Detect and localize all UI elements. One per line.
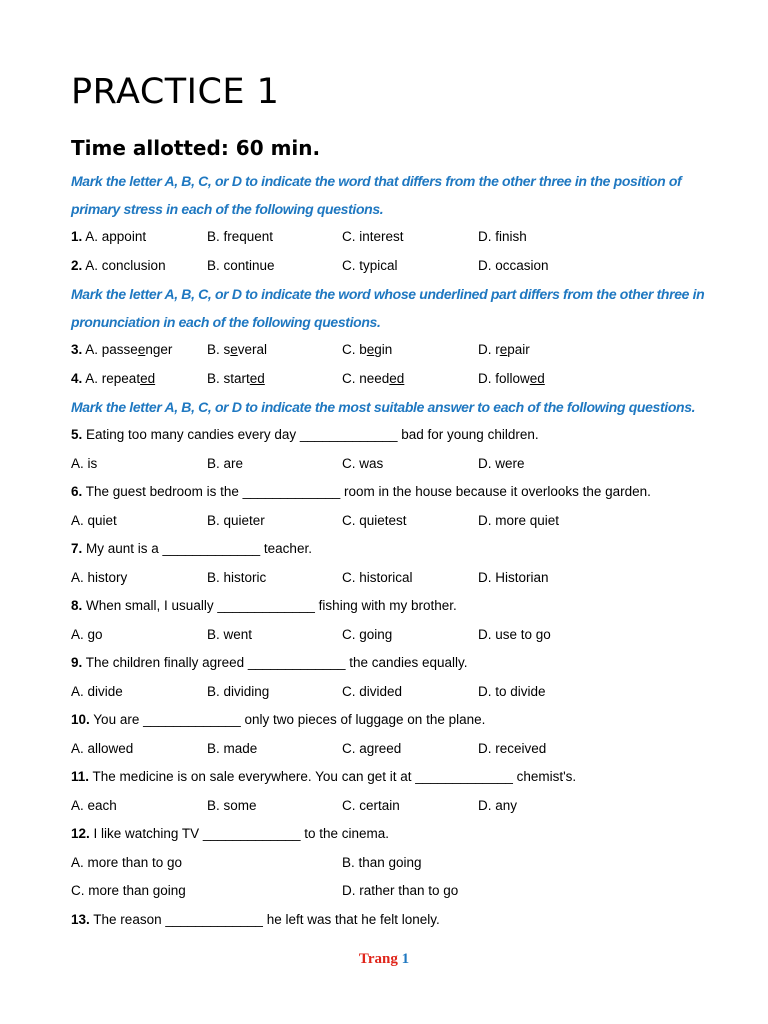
question-number: 7.: [71, 541, 83, 556]
option-b: [207, 336, 267, 365]
option-c: [342, 365, 404, 394]
question-4: [71, 365, 711, 394]
question-number: 9.: [71, 655, 83, 670]
question-11-stem: [71, 763, 711, 792]
option-a: [85, 342, 172, 357]
questions-content: [71, 167, 711, 934]
question-number: 8.: [71, 598, 83, 613]
question-9-stem: [71, 649, 711, 678]
question-text: The medicine is on sale everywhere. You can get it at _____________ chemist's.: [92, 769, 577, 784]
question-9-options: [71, 678, 711, 707]
option-text: B. s: [207, 342, 231, 357]
option-c: C. certain: [342, 797, 400, 813]
option-b: [207, 365, 265, 394]
underlined-part: ed: [140, 370, 156, 386]
footer-page-number: 1: [401, 951, 410, 967]
option-a: A. more than to go: [71, 854, 183, 870]
option-d: [478, 336, 530, 365]
question-number: 12.: [71, 826, 90, 841]
question-text: Eating too many candies every day _____________ bad for young children.: [86, 427, 539, 442]
option-c: C. quietest: [342, 512, 407, 528]
question-10-stem: [71, 706, 711, 735]
option-a: A. is: [71, 455, 98, 471]
question-text: You are _____________ only two pieces of luggage on the plane.: [93, 712, 486, 727]
instruction-pronunciation: Mark the letter A, B, C, or D to indicate the word whose underlined part differs from the other three in pronunciation in each of the following questions.: [71, 286, 705, 330]
option-c: C. going: [342, 626, 393, 642]
question-text: When small, I usually _____________ fishing with my brother.: [86, 598, 457, 613]
option-d: D. any: [478, 797, 518, 813]
option-c: C. agreed: [342, 740, 402, 756]
question-text: The children finally agreed _____________ the candies equally.: [85, 655, 468, 670]
option-b: B. continue: [207, 257, 275, 273]
page-footer: [0, 951, 768, 968]
option-b: B. some: [207, 797, 257, 813]
option-text: veral: [237, 342, 268, 357]
question-8-options: [71, 621, 711, 650]
option-d: D. more quiet: [478, 512, 560, 528]
question-number: 5.: [71, 427, 83, 442]
question-number: 2.: [71, 257, 83, 273]
question-7-options: [71, 564, 711, 593]
option-b: B. made: [207, 740, 258, 756]
underlined-part: e: [366, 342, 375, 357]
option-d: D. finish: [478, 229, 527, 244]
option-d: D. occasion: [478, 257, 549, 273]
option-d: D. to divide: [478, 683, 546, 699]
question-5-stem: [71, 421, 711, 450]
instruction-answer: Mark the letter A, B, C, or D to indicate the most suitable answer to each of the following questions.: [71, 399, 696, 415]
option-a: A. history: [71, 569, 128, 585]
question-12-stem: [71, 820, 711, 849]
question-number: 11.: [71, 769, 90, 784]
option-b: B. than going: [342, 854, 422, 870]
option-c: C. typical: [342, 257, 398, 273]
option-a: A. each: [71, 797, 117, 813]
option-c: C. was: [342, 455, 384, 471]
option-d: D. were: [478, 455, 525, 471]
footer-label: Trang: [358, 951, 398, 967]
option-text: C. b: [342, 342, 367, 357]
question-number: 13.: [71, 911, 90, 927]
option-d: D. Historian: [478, 569, 549, 585]
option-a: [85, 371, 155, 386]
option-b: B. dividing: [207, 683, 270, 699]
option-c: C. historical: [342, 569, 413, 585]
question-11-options: [71, 792, 711, 821]
option-a: A. quiet: [71, 512, 117, 528]
option-c: C. more than going: [71, 883, 186, 898]
option-b: B. are: [207, 455, 244, 471]
question-6-options: [71, 507, 711, 536]
question-text: The reason _____________ he left was that he felt lonely.: [93, 911, 440, 927]
question-13-stem: [71, 906, 711, 935]
question-12-options-cd: [71, 877, 711, 906]
question-6-stem: [71, 478, 711, 507]
option-a: A. divide: [71, 683, 123, 699]
option-text: B. start: [207, 370, 250, 386]
underlined-part: e: [499, 342, 508, 357]
option-b: B. historic: [207, 569, 267, 585]
question-number: 6.: [71, 484, 83, 499]
instruction-stress: Mark the letter A, B, C, or D to indicate the word that differs from the other three in the position of primary stress in each of the following questions.: [71, 173, 682, 217]
question-7-stem: [71, 535, 711, 564]
option-text: A. passe: [85, 342, 138, 357]
underlined-part: ed: [389, 370, 405, 386]
option-a: A. conclusion: [85, 257, 166, 273]
option-a: A. allowed: [71, 740, 134, 756]
option-text: D. follow: [478, 370, 530, 386]
question-text: My aunt is a _____________ teacher.: [86, 541, 312, 556]
option-c: C. interest: [342, 229, 404, 244]
question-3: [71, 336, 711, 365]
option-a: A. go: [71, 626, 103, 642]
question-1: [71, 223, 711, 252]
question-number: 10.: [71, 712, 90, 727]
question-number: 3.: [71, 342, 83, 357]
question-10-options: [71, 735, 711, 764]
question-number: 4.: [71, 370, 83, 386]
option-text: C. need: [342, 370, 390, 386]
underlined-part: ed: [529, 370, 545, 386]
underlined-part: e: [230, 342, 238, 357]
option-c: [342, 336, 392, 365]
option-d: [478, 365, 545, 394]
option-d: D. rather than to go: [342, 883, 459, 898]
question-text: I like watching TV _____________ to the cinema.: [93, 826, 389, 841]
option-text: D. r: [478, 342, 500, 357]
page-title: PRACTICE 1: [71, 72, 280, 112]
underlined-part: e: [137, 342, 146, 357]
option-b: B. quieter: [207, 512, 265, 528]
question-text: The guest bedroom is the _____________ room in the house because it overlooks the garden.: [85, 484, 651, 499]
option-text: gin: [374, 342, 393, 357]
question-number: 1.: [71, 229, 83, 244]
question-8-stem: [71, 592, 711, 621]
option-b: B. went: [207, 626, 253, 642]
time-allotted: Time allotted: 60 min.: [71, 136, 321, 160]
option-d: D. received: [478, 740, 547, 756]
option-d: D. use to go: [478, 626, 551, 642]
option-text: A. repeat: [85, 370, 141, 386]
option-b: B. frequent: [207, 229, 274, 244]
question-2: [71, 252, 711, 281]
option-a: A. appoint: [85, 229, 147, 244]
option-c: C. divided: [342, 683, 403, 699]
question-5-options: [71, 450, 711, 479]
underlined-part: ed: [249, 370, 265, 386]
option-text: nger: [145, 342, 173, 357]
option-text: pair: [507, 342, 530, 357]
question-12-options-ab: [71, 849, 711, 878]
